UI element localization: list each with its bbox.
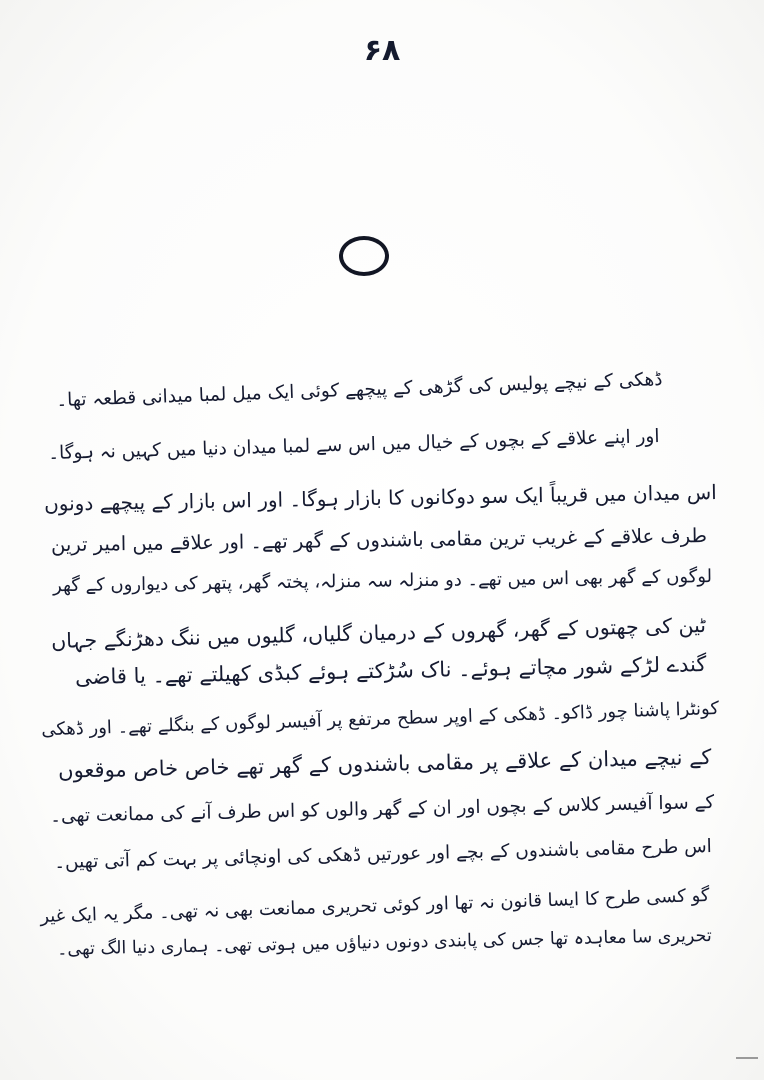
text-line-7: گندے لڑکے شور مچاتے ہوئے۔ ناک سُڑکتے ہوئے کبڈی کھیلتے تھے۔ یا قاضی bbox=[74, 652, 707, 690]
section-circle-mark bbox=[339, 236, 389, 276]
text-line-8: کونٹرا پاشنا چور ڈاکو۔ ڈھکی کے اوپر سطح مرتفع پر آفیسر لوگوں کے بنگلے تھے۔ اور ڈھکی bbox=[41, 698, 720, 741]
text-line-3: اس میدان میں قریباً ایک سو دوکانوں کا بازار ہوگا۔ اور اس بازار کے پیچھے دونوں bbox=[44, 480, 718, 516]
text-line-1: ڈھکی کے نیچے پولیس کی گڑھی کے پیچھے کوئی ایک میل لمبا میدانی قطعہ تھا۔ bbox=[55, 369, 663, 412]
text-line-6: ٹین کی چھتوں کے گھر، گھروں کے درمیان گلیاں، گلیوں میں ننگ دھڑنگے جہاں bbox=[50, 613, 707, 653]
page-number: ۶۸ bbox=[363, 33, 401, 68]
text-line-11: اس طرح مقامی باشندوں کے بچے اور عورتیں ڈھکی کی اونچائی پر بہت کم آتی تھیں۔ bbox=[54, 836, 713, 874]
text-line-12: گو کسی طرح کا ایسا قانون نہ تھا اور کوئی تحریری ممانعت بھی نہ تھی۔ مگر یہ ایک غیر bbox=[39, 885, 710, 928]
text-line-9: کے نیچے میدان کے علاقے پر مقامی باشندوں کے گھر تھے خاص خاص موقعوں bbox=[57, 745, 712, 783]
text-line-13: تحریری سا معاہدہ تھا جس کی پابندی دونوں دنیاؤں میں ہوتی تھی۔ ہماری دنیا الگ تھی۔ bbox=[57, 926, 713, 960]
text-line-10: کے سوا آفیسر کلاس کے بچوں اور ان کے گھر والوں کو اس طرف آنے کی ممانعت تھی۔ bbox=[49, 792, 715, 827]
text-line-5: لوگوں کے گھر بھی اس میں تھے۔ دو منزلہ سہ منزلہ، پختہ گھر، پتھر کی دیواروں کے گھر bbox=[52, 566, 713, 597]
page-edge-mark bbox=[736, 1057, 758, 1059]
text-line-4: طرف علاقے کے غریب ترین مقامی باشندوں کے گھر تھے۔ اور علاقے میں امیر ترین bbox=[50, 524, 708, 557]
text-line-2: اور اپنے علاقے کے بچوں کے خیال میں اس سے لمبا میدان دنیا میں کہیں نہ ہوگا۔ bbox=[47, 426, 660, 465]
